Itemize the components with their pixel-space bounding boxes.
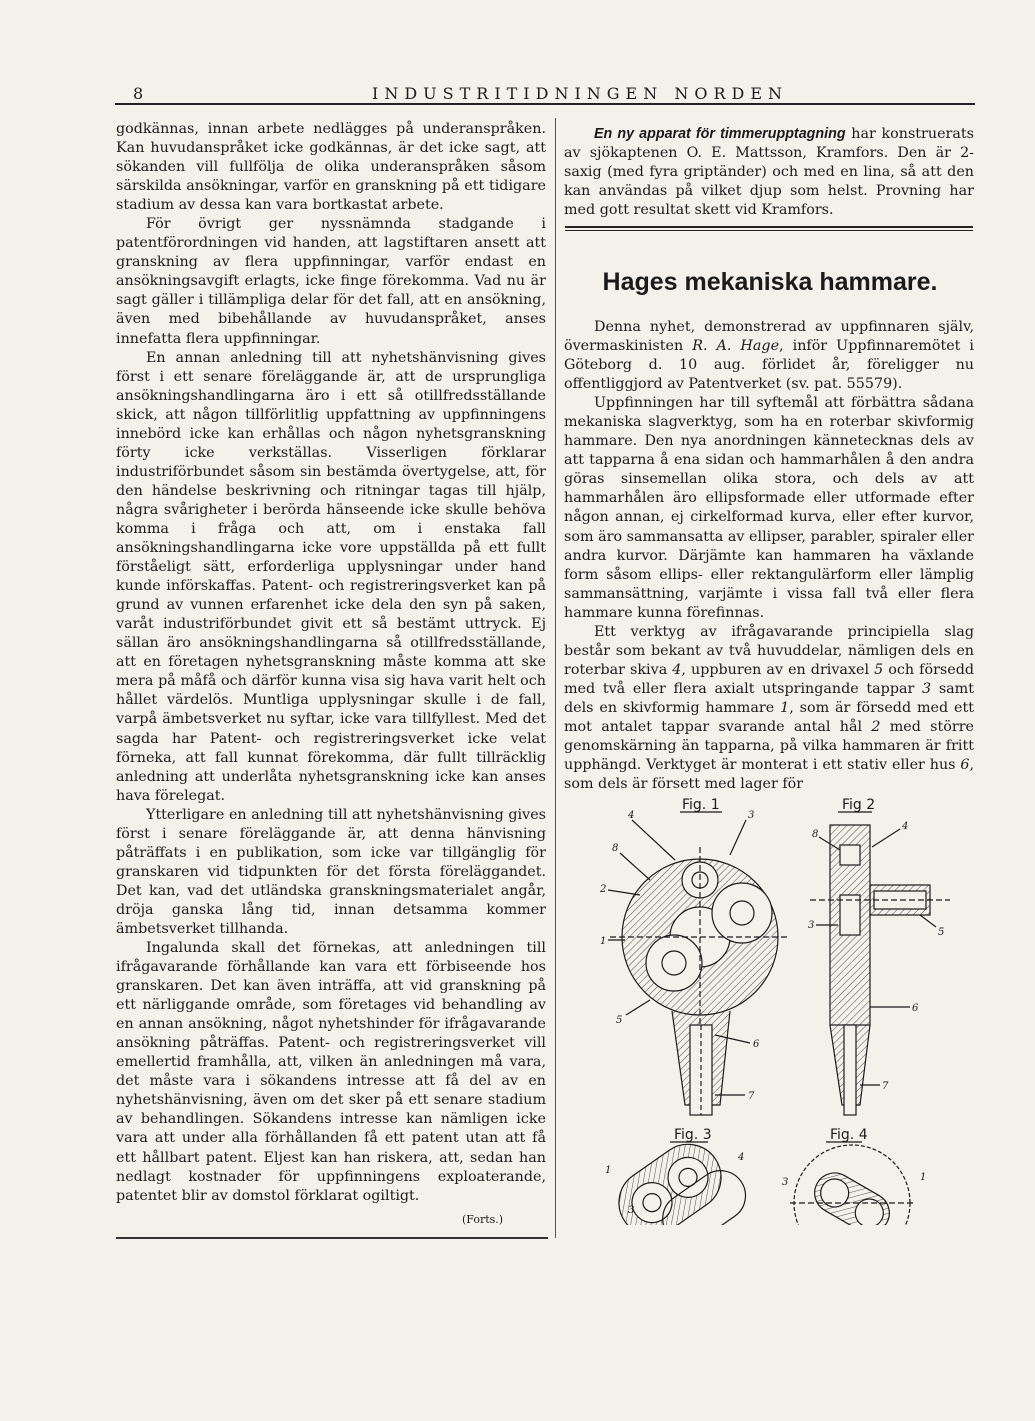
figure-drawing <box>590 785 975 1225</box>
svg-text:7: 7 <box>748 1091 755 1102</box>
svg-text:1: 1 <box>600 936 607 947</box>
svg-text:5: 5 <box>616 1015 623 1026</box>
paragraph: Ytterligare en anledning till att nyhetshänvisning gives först i senare föreläggande är, att denna hänvisning påträffats i en publikation, som icke var tillgänglig för granskaren vid tidpunkten för det första föreläggandet. Det kan, vad det utländska granskningsmaterialet angår, dröja ganska lång tid, innan detsamma kommer ämbetsverket tillhanda. <box>116 806 546 937</box>
article-title: Hages mekaniska hammare. <box>602 268 938 296</box>
notice-block <box>564 125 974 220</box>
section-rule <box>565 226 973 228</box>
fig2-label: Fig 2 <box>842 797 876 813</box>
paragraph: godkännas, innan arbete nedlägges på underanspråken. Kan huvudanspråket icke godkännas, är det icke sagt, att sökanden vill fullfölja de olika underanspråken såsom särskilda ansökningar, varför en granskning på ett tidigare stadium av dessa kan vara bortkastat arbete. <box>116 121 546 214</box>
article-body <box>564 318 974 794</box>
svg-text:1: 1 <box>605 1165 612 1176</box>
paragraph: Uppfinningen har till syftemål att förbättra sådana mekaniska slagverktyg, som ha en roterbar skivformig hammare. Den nya anordningen kännetecknas dels av att tapparna å ena sidan och hammarhålen å den andra göras sinsemellan olika stora, och dels av att hammarhålen äro ellipsformade eller utformade efter någon annan, ej cirkelformad kurva, eller efter kurvor, som äro sammansatta av ellipser, parabler, spiraler eller andra kurvor. Därjämte kan hammaren ha växlande form såsom ellips- eller rektangulärform eller lämplig sammansättning, varjämte i vissa fall två eller flera hammare kunna förefinnas. <box>564 395 974 621</box>
svg-text:4: 4 <box>902 821 909 832</box>
notice-text: har konstruerats av sjökaptenen O. E. Mattsson, Kramfors. Den är 2-saxig (med fyra griptänder) och med en lina, så att den kan användas på vilket djup som helst. Provning har med gott resultat skett vid Kramfors. <box>564 126 974 219</box>
svg-text:4: 4 <box>628 810 635 821</box>
svg-text:8: 8 <box>812 829 819 840</box>
inventor-name: R. A. Hage <box>692 338 780 355</box>
svg-text:3: 3 <box>808 920 815 931</box>
svg-text:4: 4 <box>738 1152 745 1163</box>
svg-text:8: 8 <box>612 843 619 854</box>
column-divider <box>555 118 556 1238</box>
page-number: 8 <box>133 84 144 103</box>
section-rule <box>565 230 973 231</box>
paragraph: Denna nyhet, demonstrerad av uppfinnaren själv, övermaskinisten R. A. Hage, inför Uppfinnaremötet i Göteborg d. 10 aug. förlidet år, föreligger nu offentliggjord av Patentverket (sv. pat. 55579). <box>564 319 974 393</box>
svg-text:3: 3 <box>782 1177 789 1188</box>
paragraph: För övrigt ger nyssnämnda stadgande i patentförordningen vid handen, att lagstiftaren ansett att granskning av flera uppfinningar, varför endast en ansökningsavgift erlagts, icke finge förekomma. Vad nu är sagt gäller i tillämpliga delar för det fall, att en ansökning, även med bibehållande av huvudanspråket, anses innefatta flera uppfinningar. <box>116 216 546 347</box>
svg-text:6: 6 <box>753 1039 760 1050</box>
svg-text:3: 3 <box>628 1205 635 1216</box>
column-end-rule <box>116 1237 548 1239</box>
fig3-label: Fig. 3 <box>674 1127 712 1143</box>
svg-text:7: 7 <box>882 1081 889 1092</box>
paragraph: Ett verktyg av ifrågavarande principiella slag består som bekant av två huvuddelar, nämligen dels en roterbar skiva 4, uppburen av en drivaxel 5 och försedd med två eller flera axialt utspringande tappar 3 samt dels en skivformig hammare 1, som är försedd med ett mot antalet tappar svarande antal hål 2 med större genomskärning än tapparna, på vilka hammaren är fritt upphängd. Verktyget är monterat i ett stativ eller hus 6, som dels är försett med lager för <box>564 623 975 793</box>
notice-paragraph <box>564 125 974 220</box>
paragraph: En annan anledning till att nyhetshänvisning gives först i ett senare föreläggande är, att de ursprungliga ansökningshandlingarna äro i ett så otillfredsställande skick, att någon tillförlitlig uppfattning av uppfinningens innebörd icke kan erhållas och någon nyhetsgranskning förty icke verkställas. Visserligen förklarar industriförbundet såsom sin bestämda övertygelse, att, för den händelse beskrivning och ritningar tagas till hjälp, några svårigheter i berörda hänseende icke skulle behöva komma i fråga och att, om i enstaka fall ansökningshandlingarna icke vore uppställda på ett fullt förståeligt sätt, erforderliga upplysningar under hand kunde införskaffas. Patent- och registreringsverket kan på grund av vunnen erfarenhet icke dela den syn på saken, varåt industriförbundet givit ett så bestämt uttryck. Ej sällan äro ansökningshandlingarna så otillfredsställande, att en företagen nyhetsgranskning måste komma att ske mera på måfå och därför kunna visa sig hava varit helt och hållet värdelös. Muntliga upplysningar skulle i de fall, varpå ämbetsverket nu syftar, icke vara tillfyllest. Med det sagda har Patent- och registreringsverket icke velat förneka, att fall kunnat förekomma, där fullt tillräcklig anledning att underlåta nyhetsgranskning icke kan anses hava förelegat. <box>116 349 546 804</box>
patent-figures <box>590 785 975 1225</box>
svg-text:2: 2 <box>600 884 607 895</box>
svg-text:5: 5 <box>938 927 945 938</box>
fig1-label: Fig. 1 <box>682 797 720 813</box>
svg-text:3: 3 <box>748 810 755 821</box>
running-title: INDUSTRITIDNINGEN NORDEN <box>372 84 788 103</box>
left-column <box>116 120 546 1206</box>
svg-text:1: 1 <box>920 1172 927 1183</box>
notice-lead: En ny apparat för timmerupptagning <box>594 126 846 142</box>
svg-text:6: 6 <box>912 1003 919 1014</box>
fig4-label: Fig. 4 <box>830 1127 868 1143</box>
paragraph: Ingalunda skall det förnekas, att anledningen till ifrågavarande förhållande kan vara ett förbiseende hos granskaren. Det kan även inträffa, att vid granskning på ett närliggande område, som företages vid behandling av en annan ansökning, något nyhetshinder för ifrågavarande ansökning påträffas. Patent- och registreringsverket vill emellertid framhålla, att, vilken än anledningen må vara, det måste vara i sökandens intresse att få del av en nyhetshänvisning, även om det sker på ett senare stadium av behandlingen. Sökandens intresse kan nämligen icke vara att under alla förhållanden få ett patent utan att få ett hållbart patent. Eljest kan han riskera, att, sedan han nedlagt kostnader för uppfinningens exploaterande, patentet blir av domstol förklarat ogiltigt. <box>116 940 546 1204</box>
continued-note: (Forts.) <box>462 1213 504 1226</box>
header-rule <box>115 103 975 105</box>
